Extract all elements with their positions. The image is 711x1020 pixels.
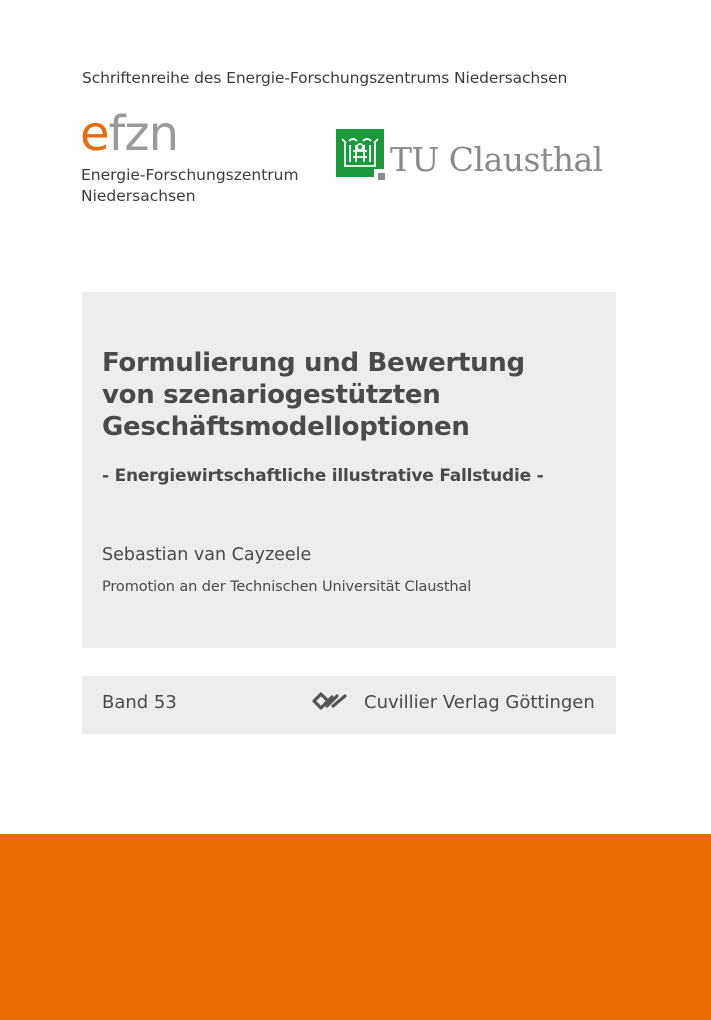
tu-clausthal-logo [336,129,616,183]
efzn-name-line1: Energie-Forschungszentrum [81,166,299,184]
cuvillier-logo-icon [311,692,349,712]
title-panel [82,292,616,648]
tu-logo-dot [378,173,385,180]
efzn-logo-e: e [80,106,109,162]
band-number: Band 53 [102,692,177,713]
promotion-note: Promotion an der Technischen Universität Clausthal [102,579,472,595]
efzn-name [81,165,299,207]
efzn-logo-rest: fzn [108,106,179,162]
orange-footer-band [0,834,711,1020]
efzn-logo [80,106,178,162]
series-title: Schriftenreihe des Energie-Forschungszentrums Niedersachsen [82,69,568,87]
efzn-name-line2: Niedersachsen [81,187,196,205]
book-title-line-1: Formulierung und Bewertung [102,348,525,378]
book-title [102,347,602,443]
book-title-line-3: Geschäftsmodelloptionen [102,412,470,442]
book-subtitle: - Energiewirtschaftliche illustrative Fallstudie - [102,466,544,486]
book-author: Sebastian van Cayzeele [102,545,312,565]
book-title-line-2: von szenariogestützten [102,380,441,410]
series-band-bar [82,676,616,734]
tu-clausthal-wordmark: TU Clausthal [390,140,603,179]
publisher-name: Cuvillier Verlag Göttingen [364,692,595,713]
